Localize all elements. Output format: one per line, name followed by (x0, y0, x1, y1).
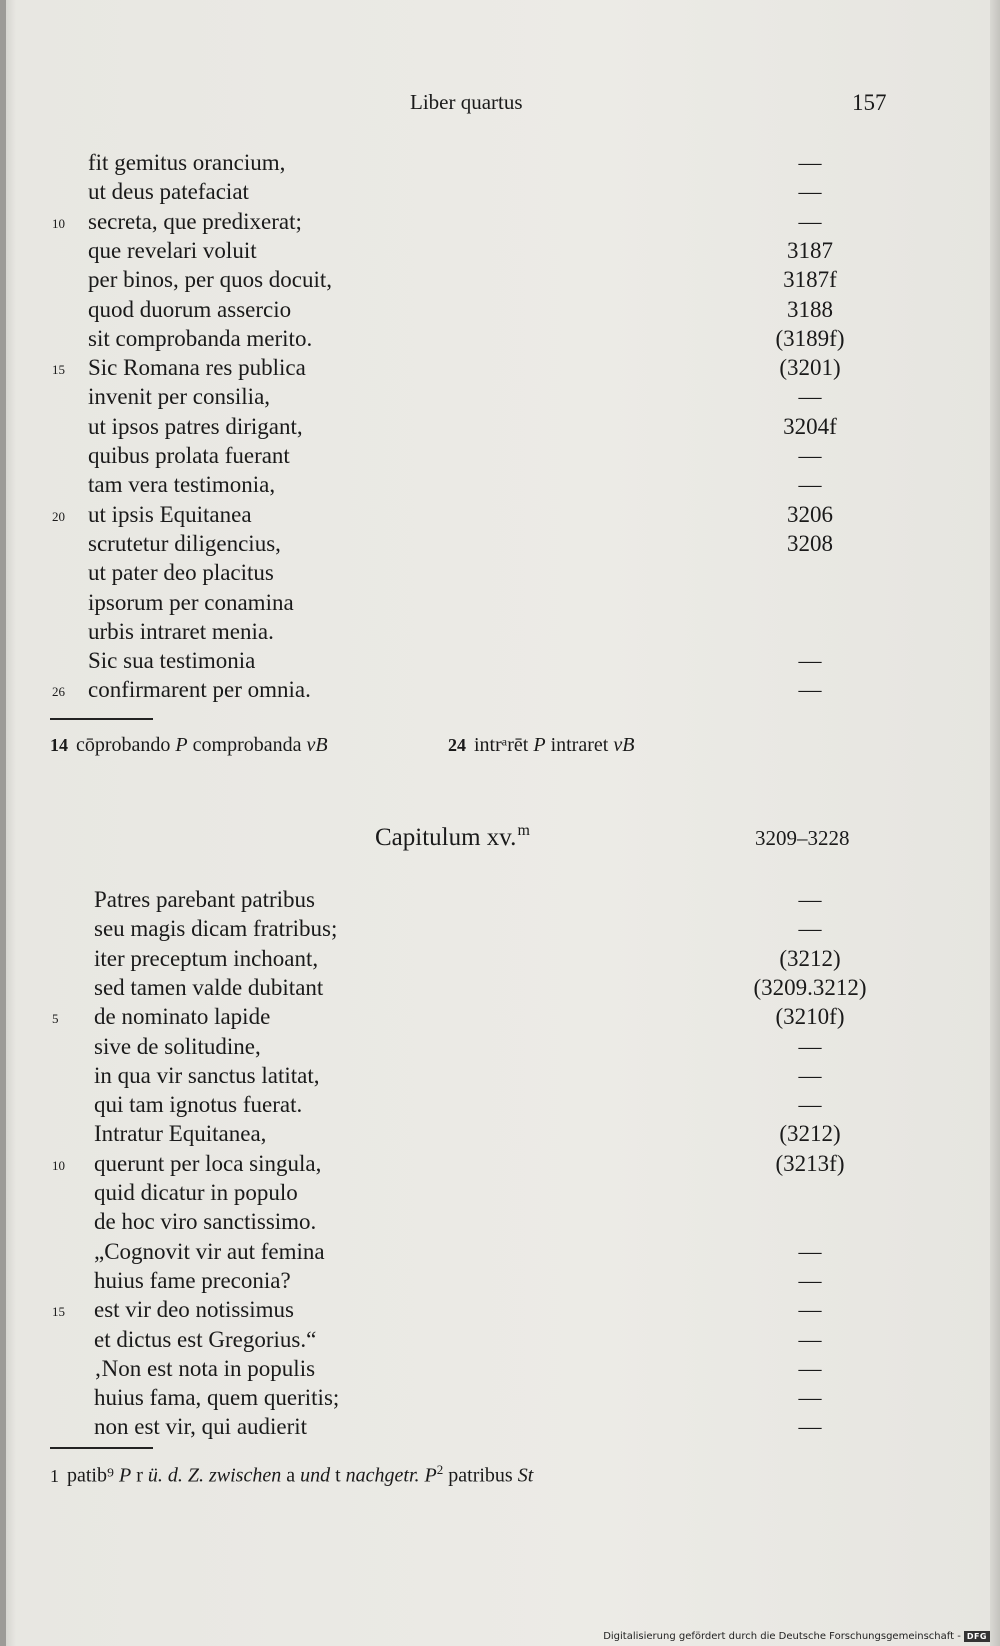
apparatus-comment: nachgetr. (345, 1464, 420, 1487)
line-number: 10 (52, 1157, 65, 1173)
apparatus-comment: und (300, 1464, 331, 1487)
verse-reference: — (798, 1062, 822, 1088)
verse-line: querunt per loca singula, (94, 1150, 322, 1176)
chapter-title-text: Capitulum xv. (375, 824, 517, 851)
apparatus-siglum: vB (306, 734, 328, 756)
verse-line: tam vera testimonia, (88, 472, 276, 498)
verse-reference: — (798, 887, 822, 912)
apparatus-lemma: patib⁹ (67, 1464, 114, 1487)
verse-reference: — (798, 1326, 822, 1352)
verse-line: non est vir, qui audierit (94, 1414, 308, 1440)
verse-reference: — (798, 384, 822, 410)
verse-line: de nominato lapide (94, 1004, 271, 1030)
verse-line: et dictus est Gregorius.“ (94, 1326, 317, 1352)
verse-reference: 3187f (783, 267, 837, 293)
verse-reference: — (798, 208, 822, 234)
verse-line: huius fame preconia? (94, 1267, 291, 1293)
verse-reference: — (798, 1033, 822, 1059)
verse-reference: — (798, 916, 822, 942)
apparatus-siglum-superscript: 2 (436, 1462, 444, 1477)
apparatus-comment: ü. d. Z. zwischen (147, 1464, 282, 1487)
verse-line: fit gemitus orancium, (88, 150, 286, 175)
verse-line: urbis intraret menia. (88, 618, 274, 644)
verse-line: Intratur Equitanea, (94, 1121, 267, 1147)
line-number: 20 (52, 508, 65, 524)
verse-reference: — (798, 648, 822, 674)
verse-line: secreta, que predixerat; (88, 208, 302, 234)
verse-reference: (3213f) (775, 1150, 845, 1176)
verse-reference: — (798, 1267, 822, 1293)
apparatus-note (448, 734, 634, 757)
verse-line: sit comprobanda merito. (88, 325, 313, 351)
verse-reference: — (798, 1092, 822, 1118)
verse-line: ut ipsos patres dirigant, (88, 413, 303, 439)
verse-reference: (3189f) (775, 325, 845, 351)
verse-line: in qua vir sanctus latitat, (94, 1062, 320, 1088)
verse-reference: — (798, 150, 822, 175)
line-number: 26 (52, 684, 65, 700)
page-edge (990, 0, 1000, 1646)
verse-line: quibus prolata fuerant (88, 443, 290, 468)
verse-line: quod duorum assercio (88, 296, 292, 322)
verse-reference: 3204f (783, 413, 837, 439)
line-number: 15 (52, 362, 65, 378)
apparatus-note (50, 734, 328, 757)
apparatus-line-number: 24 (448, 735, 466, 755)
verse-reference: (3212) (779, 945, 841, 971)
verse-reference: — (798, 1238, 822, 1264)
line-number: 15 (52, 1304, 65, 1320)
apparatus-siglum: P (533, 734, 546, 756)
chapter-verse-range: 3209–3228 (755, 826, 850, 850)
verse-line: huius fama, quem queritis; (94, 1385, 340, 1411)
apparatus-siglum: P (118, 1464, 132, 1487)
dfg-logo: DFG (964, 1631, 990, 1642)
apparatus-reading: patribus (448, 1464, 513, 1487)
chapter-title (375, 822, 530, 852)
verse-line: ut deus patefaciat (88, 179, 249, 205)
verse-line: est vir deo notissimus (94, 1297, 294, 1323)
chapter-title-superscript: m (517, 822, 530, 839)
apparatus-siglum: vB (613, 734, 635, 756)
verse-line: „Cognovit vir aut femina (94, 1238, 325, 1264)
apparatus-reading: intraret (550, 734, 609, 756)
page-gutter-shadow (0, 0, 6, 1646)
apparatus-text: t (335, 1464, 341, 1487)
verse-reference: — (798, 1297, 822, 1323)
verse-reference: — (798, 677, 822, 703)
verse-line: seu magis dicam fratribus; (94, 916, 338, 942)
apparatus-note (50, 1462, 533, 1488)
verse-reference: (3210f) (775, 1004, 845, 1030)
verse-line: sed tamen valde dubitant (94, 974, 324, 1000)
page-number: 157 (852, 90, 887, 115)
verse-reference: — (798, 179, 822, 205)
apparatus-reading: comprobanda (192, 734, 302, 756)
apparatus-siglum: St (517, 1464, 534, 1487)
apparatus-text: r (136, 1464, 143, 1487)
verse-reference: 3208 (787, 530, 833, 556)
apparatus-line-number: 14 (50, 735, 68, 755)
verse-line: Sic sua testimonia (88, 648, 256, 674)
apparatus-siglum: P (424, 1464, 437, 1487)
verse-line: de hoc viro sanctissimo. (94, 1209, 317, 1235)
verse-reference: (3209.3212) (753, 974, 867, 1000)
verse-line: quid dicatur in populo (94, 1180, 298, 1205)
apparatus-line-number: 1 (50, 1465, 59, 1486)
verse-reference: — (798, 1355, 822, 1381)
verse-reference: — (798, 1385, 822, 1411)
line-number: 5 (52, 1011, 59, 1027)
verse-reference: — (798, 1414, 822, 1440)
verse-line: qui tam ignotus fuerat. (94, 1092, 303, 1118)
verse-line: per binos, per quos docuit, (88, 267, 333, 293)
digitization-credit (603, 1631, 990, 1642)
footnote-rule (50, 1447, 153, 1449)
verse-line: Patres parebant patribus (94, 887, 315, 912)
footnote-rule (50, 718, 153, 720)
apparatus-lemma: intrᵃrēt (474, 734, 529, 756)
verse-line: scrutetur diligencius, (88, 530, 281, 556)
verse-reference: 3206 (787, 501, 833, 527)
apparatus-text: a (286, 1464, 296, 1487)
verse-line: iter preceptum inchoant, (94, 945, 319, 971)
verse-line: ut ipsis Equitanea (88, 501, 252, 527)
verse-line: sive de solitudine, (94, 1033, 261, 1059)
line-number: 10 (52, 215, 65, 231)
verse-reference: — (798, 472, 822, 498)
verse-reference: — (798, 443, 822, 468)
verse-line: Sic Romana res publica (88, 355, 306, 381)
verse-reference: (3212) (779, 1121, 841, 1147)
apparatus-siglum: P (175, 734, 188, 756)
running-title: Liber quartus (410, 90, 523, 114)
verse-line: ‚Non est nota in populis (94, 1355, 316, 1381)
credit-text: Digitalisierung gefördert durch die Deutsche Forschungsgemeinschaft - (603, 1631, 961, 1642)
verse-line: confirmarent per omnia. (88, 677, 311, 703)
verse-line: ut pater deo placitus (88, 560, 274, 586)
verse-reference: 3187 (787, 237, 833, 263)
verse-reference: 3188 (787, 296, 833, 322)
verse-line: invenit per consilia, (88, 384, 271, 410)
verse-line: que revelari voluit (88, 237, 257, 263)
verse-reference: (3201) (779, 355, 841, 381)
apparatus-lemma: cōprobando (76, 734, 171, 756)
verse-line: ipsorum per conamina (88, 589, 294, 615)
